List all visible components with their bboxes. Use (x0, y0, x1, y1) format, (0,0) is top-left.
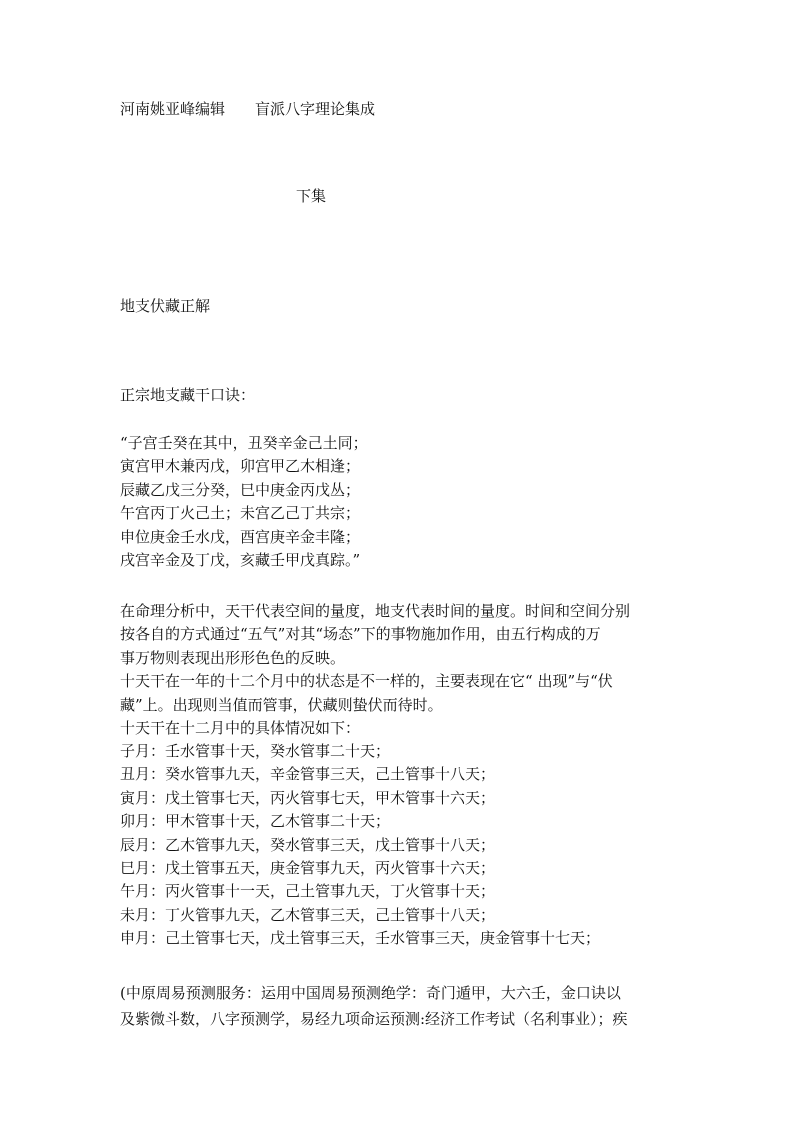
body-line: 十天干在十二月中的具体情况如下： (120, 718, 361, 737)
month-item: 申月：己土管事七天，戊土管事三天，壬水管事三天，庚金管事十七天； (120, 929, 601, 948)
body-line: 藏”上。出现则当值而管事，伏藏则蛰伏而待时。 (120, 695, 443, 714)
editor-credit: 河南姚亚峰编辑 (120, 100, 226, 118)
body-line: 事万物则表现出形形色色的反映。 (120, 648, 346, 667)
month-item: 子月：壬水管事十天，癸水管事二十天； (120, 742, 391, 760)
service-notice (120, 980, 628, 1032)
body-line: 十天干在一年的十二个月中的状态是不一样的，主要表现在它“ 出现”与“伏 (120, 672, 613, 691)
month-item: 辰月：乙木管事九天，癸水管事三天，戊土管事十八天； (120, 835, 496, 854)
verse-line: 午宫丙丁火己土；未宫乙己丁共宗； (120, 504, 361, 523)
body-paragraph (120, 600, 630, 740)
book-title: 盲派八字理论集成 (255, 100, 376, 118)
rhyme-title: 正宗地支藏干口诀： (120, 386, 256, 404)
month-item: 午月：丙火管事十一天，己土管事九天，丁火管事十天； (120, 882, 496, 901)
month-item: 未月：丁火管事九天，乙木管事三天，己土管事十八天； (120, 905, 496, 924)
verse-line: 辰藏乙戊三分癸，巳中庚金丙戊丛； (120, 480, 361, 499)
page-header (120, 99, 375, 119)
month-item: 寅月：戊土管事七天，丙火管事七天，甲木管事十六天； (120, 788, 496, 807)
body-line: 按各自的方式通过“五气”对其“场态”下的事物施加作用，由五行构成的万 (120, 625, 601, 644)
month-item: 丑月：癸水管事九天，辛金管事三天，己土管事十八天； (120, 765, 496, 784)
rhyme-verse (120, 432, 368, 572)
body-line: 在命理分析中，天干代表空间的量度，地支代表时间的量度。时间和空间分别 (120, 602, 631, 620)
notice-line: (中原周易预测服务：运用中国周易预测绝学：奇门遁甲，大六壬，金口诀以 (120, 984, 621, 1002)
verse-line: 寅宫甲木兼丙戊，卯宫甲乙木相逢； (120, 457, 361, 476)
notice-line: 及紫微斗数，八字预测学，易经九项命运预测:经济工作考试（名利事业）；疾 (120, 1010, 628, 1028)
month-item: 巳月：戊土管事五天，庚金管事九天，丙火管事十六天； (120, 858, 496, 877)
verse-line: 戌宫辛金及丁戊，亥藏壬甲戊真踪。” (120, 550, 361, 569)
verse-line: “子宫壬癸在其中，丑癸辛金己土同； (120, 434, 368, 452)
month-list (120, 740, 600, 951)
month-item: 卯月：甲木管事十天，乙木管事二十天； (120, 812, 391, 831)
verse-line: 申位庚金壬水戊，酉宫庚辛金丰隆； (120, 527, 361, 546)
volume-label: 下集 (296, 187, 327, 205)
section-title: 地支伏藏正解 (120, 297, 211, 315)
